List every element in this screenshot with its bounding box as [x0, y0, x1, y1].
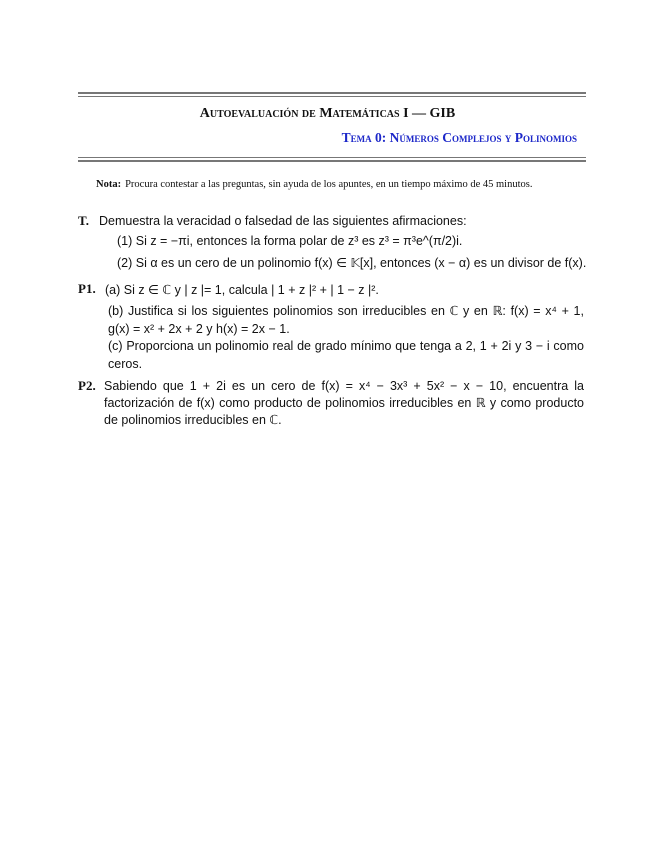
note-text: Procura contestar a las preguntas, sin ayuda de los apuntes, en un tiempo máximo de 45 minutos. [125, 179, 533, 190]
page-title: Autoevaluación de Matemáticas I — GIB [199, 106, 456, 121]
problem-p1-part-b: (b) Justifica si los siguientes polinomios son irreducibles en ℂ y en ℝ: f(x) = x⁴ + 1, g(x) = x² + 2x + 2 y h(x) = 2x − 1. [108, 304, 584, 336]
problem-p2-label: P2. [78, 378, 96, 393]
top-rule-thin [78, 96, 586, 97]
top-rule-thick [78, 92, 586, 94]
note-label: Nota: [96, 179, 122, 190]
note [96, 179, 532, 190]
problem-t-item-1: (1) Si z = −πi, entonces la forma polar de z³ es z³ = π³e^(π/2)i. [117, 234, 463, 248]
problem-p2-text: Sabiendo que 1 + 2i es un cero de f(x) = x⁴ − 3x³ + 5x² − x − 10, encuentra la factorización de f(x) como producto de polinomios irreducibles en ℝ y como producto de polinomios irreducibles en ℂ. [104, 379, 584, 427]
problem-p1-part-c: (c) Proporciona un polinomio real de grado mínimo que tenga a 2, 1 + 2i y 3 − i como ceros. [108, 339, 584, 371]
problem-p1-label: P1. [78, 281, 96, 296]
page-subtitle: Tema 0: Números Complejos y Polinomios [341, 130, 577, 145]
problem-t-label: T. [78, 213, 89, 228]
problem-t-item-2: (2) Si α es un cero de un polinomio f(x) ∈ 𝕂[x], entonces (x − α) es un divisor de f(x). [117, 256, 587, 270]
problem-t-intro: Demuestra la veracidad o falsedad de las siguientes afirmaciones: [99, 214, 467, 228]
bottom-rule-thin [78, 157, 586, 158]
problem-p1-part-a: (a) Si z ∈ ℂ y | z |= 1, calcula | 1 + z |² + | 1 − z |². [105, 283, 379, 297]
bottom-rule-thick [78, 160, 586, 162]
